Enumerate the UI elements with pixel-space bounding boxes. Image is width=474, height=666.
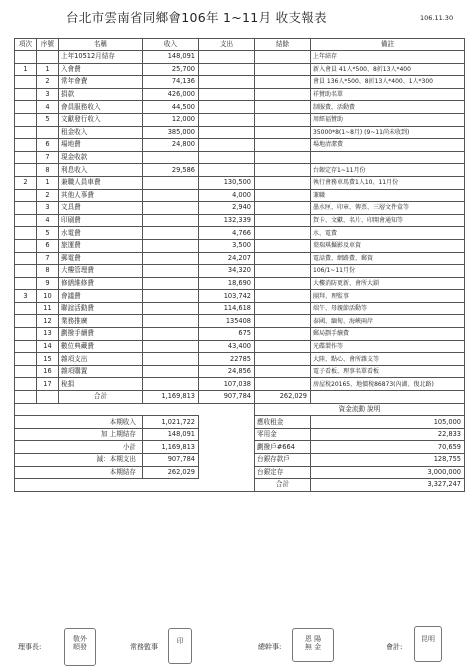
item-index	[15, 277, 37, 290]
fund-amount: 105,000	[311, 416, 465, 429]
grand-total-row	[15, 479, 465, 492]
summary-row	[15, 416, 465, 429]
table-row	[15, 88, 465, 101]
balance-value	[255, 113, 311, 126]
fund-item: 台銀定存	[255, 466, 311, 479]
item-name: 利息收入	[59, 164, 143, 177]
remark: 墨水匣、印章、傳票、三層文件盒等	[311, 202, 465, 215]
item-index	[15, 328, 37, 341]
summary-spacer	[199, 441, 255, 454]
table-row	[15, 113, 465, 126]
item-index	[15, 214, 37, 227]
serial-number: 7	[37, 252, 59, 265]
item-index	[15, 51, 37, 64]
summary-value: 148,091	[143, 428, 199, 441]
income-value	[143, 277, 199, 290]
expense-value: 22785	[199, 353, 255, 366]
table-row	[15, 227, 465, 240]
balance-value	[255, 365, 311, 378]
table-row	[15, 126, 465, 139]
fund-item: 台銀存款戶	[255, 454, 311, 467]
income-value: 426,000	[143, 88, 199, 101]
income-value	[143, 202, 199, 215]
summary-label: 加 上期結存	[15, 428, 143, 441]
table-row	[15, 353, 465, 366]
table-row	[15, 139, 465, 152]
item-index	[15, 76, 37, 89]
director-seal: 恩 陽 無 金	[292, 628, 334, 662]
supervisor-label: 常務監事	[130, 643, 158, 651]
fund-item: 劃撥戶#664	[255, 441, 311, 454]
remark: 新入會員 41人*500、8折13人*400	[311, 63, 465, 76]
remark: 上年結存	[311, 51, 465, 64]
serial-number: 3	[37, 202, 59, 215]
balance-value	[255, 88, 311, 101]
serial-number: 1	[37, 176, 59, 189]
report-title: 台北市雲南省同鄉會106年 1~11月 收支報表	[66, 10, 327, 25]
serial-number	[37, 51, 59, 64]
remark: 祥贊助名單	[311, 88, 465, 101]
income-value: 74,136	[143, 76, 199, 89]
item-name: 合計	[59, 391, 143, 404]
income-value	[143, 365, 199, 378]
item-index	[15, 353, 37, 366]
balance-value	[255, 101, 311, 114]
income-value: 385,000	[143, 126, 199, 139]
balance-value	[255, 51, 311, 64]
remark: 郵局劃手續費	[311, 328, 465, 341]
item-name: 數位典藏費	[59, 340, 143, 353]
table-row	[15, 202, 465, 215]
income-value	[143, 189, 199, 202]
fund-item: 零用金	[255, 428, 311, 441]
income-value	[143, 265, 199, 278]
serial-number: 1	[37, 63, 59, 76]
grand-total-value: 3,327,247	[311, 479, 465, 492]
item-index	[15, 239, 37, 252]
balance-value	[255, 353, 311, 366]
item-index	[15, 365, 37, 378]
table-row	[15, 340, 465, 353]
balance-value	[255, 151, 311, 164]
serial-number: 11	[37, 302, 59, 315]
fund-amount: 22,833	[311, 428, 465, 441]
table-row	[15, 239, 465, 252]
expense-value	[199, 101, 255, 114]
item-name: 印刷費	[59, 214, 143, 227]
expense-value	[199, 151, 255, 164]
summary-row	[15, 428, 465, 441]
item-index	[15, 265, 37, 278]
summary-header-row	[15, 403, 465, 416]
fund-amount: 128,755	[311, 454, 465, 467]
item-name: 捐款	[59, 88, 143, 101]
remark: 光碟製作等	[311, 340, 465, 353]
col-header: 收入	[143, 39, 199, 51]
table-row	[15, 328, 465, 341]
income-value	[143, 315, 199, 328]
income-value	[143, 290, 199, 303]
item-index	[15, 113, 37, 126]
item-name: 劃撥手續費	[59, 328, 143, 341]
income-value	[143, 252, 199, 265]
table-row	[15, 315, 465, 328]
income-value	[143, 302, 199, 315]
table-row	[15, 302, 465, 315]
expense-value	[199, 63, 255, 76]
item-index	[15, 139, 37, 152]
summary-label: 減：本期支出	[15, 454, 143, 467]
item-name: 大樓管理費	[59, 265, 143, 278]
serial-number: 5	[37, 113, 59, 126]
income-value	[143, 151, 199, 164]
expense-value: 24,207	[199, 252, 255, 265]
serial-number: 6	[37, 239, 59, 252]
balance-value	[255, 126, 311, 139]
balance-value	[255, 328, 311, 341]
expense-value: 34,320	[199, 265, 255, 278]
table-row	[15, 76, 465, 89]
serial-number: 6	[37, 139, 59, 152]
income-value: 148,091	[143, 51, 199, 64]
item-name: 水電費	[59, 227, 143, 240]
remark: 賀卡、文獻、名片、印開會通知等	[311, 214, 465, 227]
expense-value: 43,400	[199, 340, 255, 353]
remark: 大樓消防更新、會所大鎖	[311, 277, 465, 290]
summary-value: 262,029	[143, 466, 199, 479]
serial-number: 8	[37, 265, 59, 278]
table-row	[15, 252, 465, 265]
serial-number: 17	[37, 378, 59, 391]
balance-value	[255, 176, 311, 189]
expense-value: 103,742	[199, 290, 255, 303]
balance-value	[255, 290, 311, 303]
expense-value: 132,339	[199, 214, 255, 227]
summary-spacer	[199, 454, 255, 467]
item-name: 文獻發行收入	[59, 113, 143, 126]
col-header: 備註	[311, 39, 465, 51]
income-value	[143, 378, 199, 391]
item-name: 文具費	[59, 202, 143, 215]
summary-row	[15, 441, 465, 454]
table-row	[15, 164, 465, 177]
item-name: 場地費	[59, 139, 143, 152]
expense-value: 4,000	[199, 189, 255, 202]
remark: 端午、母親節活動等	[311, 302, 465, 315]
serial-number: 14	[37, 340, 59, 353]
table-row	[15, 63, 465, 76]
expense-value: 107,038	[199, 378, 255, 391]
table-row	[15, 101, 465, 114]
item-index	[15, 378, 37, 391]
item-name: 旅運費	[59, 239, 143, 252]
remark: 團拜、理監事	[311, 290, 465, 303]
serial-number	[37, 126, 59, 139]
income-value: 12,000	[143, 113, 199, 126]
income-value	[143, 227, 199, 240]
table-row	[15, 290, 465, 303]
income-value	[143, 328, 199, 341]
fund-amount: 3,000,000	[311, 466, 465, 479]
balance-value	[255, 227, 311, 240]
expense-value	[199, 164, 255, 177]
serial-number: 13	[37, 328, 59, 341]
balance-value: 262,029	[255, 391, 311, 404]
expense-value	[199, 139, 255, 152]
col-header: 項次	[15, 39, 37, 51]
income-value: 25,700	[143, 63, 199, 76]
remark: 台銀定存1~11月份	[311, 164, 465, 177]
balance-value	[255, 378, 311, 391]
summary-spacer	[199, 466, 255, 479]
item-index	[15, 340, 37, 353]
expense-value	[199, 88, 255, 101]
income-value	[143, 214, 199, 227]
summary-spacer	[199, 428, 255, 441]
item-name: 現金收款	[59, 151, 143, 164]
serial-number: 2	[37, 189, 59, 202]
table-row	[15, 189, 465, 202]
item-index	[15, 101, 37, 114]
serial-number: 9	[37, 277, 59, 290]
col-header: 支出	[199, 39, 255, 51]
remark: 大陸、點心、會所雜支等	[311, 353, 465, 366]
item-name: 雜項購置	[59, 365, 143, 378]
fund-amount: 70,659	[311, 441, 465, 454]
serial-number: 8	[37, 164, 59, 177]
expense-value: 114,618	[199, 302, 255, 315]
balance-value	[255, 76, 311, 89]
col-header: 結餘	[255, 39, 311, 51]
balance-value	[255, 139, 311, 152]
serial-number: 4	[37, 101, 59, 114]
expense-value: 4,766	[199, 227, 255, 240]
item-name: 雜項支出	[59, 353, 143, 366]
income-value: 44,500	[143, 101, 199, 114]
item-name: 稅捐	[59, 378, 143, 391]
item-index: 3	[15, 290, 37, 303]
balance-value	[255, 315, 311, 328]
item-name: 常年會費	[59, 76, 143, 89]
grand-total-label: 合計	[255, 479, 311, 492]
summary-label: 本期結存	[15, 466, 143, 479]
item-name: 上年10512月結存	[59, 51, 143, 64]
income-value	[143, 239, 199, 252]
col-header: 名稱	[59, 39, 143, 51]
balance-value	[255, 214, 311, 227]
item-name: 聯誼活動費	[59, 302, 143, 315]
chairman-label: 理事長:	[18, 643, 42, 651]
summary-row	[15, 454, 465, 467]
income-value	[143, 340, 199, 353]
expense-value: 675	[199, 328, 255, 341]
remark: 場地清潔費	[311, 139, 465, 152]
accountant-seal: 昆明	[414, 626, 442, 662]
item-name: 業務推廣	[59, 315, 143, 328]
summary-value: 1,021,722	[143, 416, 199, 429]
balance-value	[255, 265, 311, 278]
table-header-row	[15, 39, 465, 51]
item-index: 2	[15, 176, 37, 189]
remark: 執行會務車馬費1人10、11月份	[311, 176, 465, 189]
accountant-label: 會計:	[386, 643, 403, 651]
remark: 會員 136人*500、8折13人*400、1人*300	[311, 76, 465, 89]
summary-label: 本期收入	[15, 416, 143, 429]
income-value: 29,586	[143, 164, 199, 177]
remark	[311, 151, 465, 164]
income-value: 1,169,813	[143, 391, 199, 404]
expense-value: 130,500	[199, 176, 255, 189]
serial-number: 16	[37, 365, 59, 378]
summary-header: 資金流動 說明	[255, 403, 465, 416]
item-name: 修繕維修費	[59, 277, 143, 290]
serial-number: 15	[37, 353, 59, 366]
item-name: 入會費	[59, 63, 143, 76]
item-index	[15, 164, 37, 177]
expense-value: 907,784	[199, 391, 255, 404]
summary-value: 1,169,813	[143, 441, 199, 454]
balance-value	[255, 239, 311, 252]
remark: 35000*8(1~8月) (9~11尚未收到)	[311, 126, 465, 139]
summary-spacer	[199, 416, 255, 429]
table-row	[15, 214, 465, 227]
remark	[311, 391, 465, 404]
summary-value: 907,784	[143, 454, 199, 467]
balance-value	[255, 252, 311, 265]
item-index	[15, 88, 37, 101]
income-value: 24,800	[143, 139, 199, 152]
summary-label: 小計	[15, 441, 143, 454]
remark: 電子看板、理事名單看板	[311, 365, 465, 378]
expense-value	[199, 113, 255, 126]
item-index	[15, 202, 37, 215]
balance-value	[255, 202, 311, 215]
expense-value: 2,940	[199, 202, 255, 215]
expense-value: 135408	[199, 315, 255, 328]
fund-item: 應收租金	[255, 416, 311, 429]
expense-value	[199, 76, 255, 89]
balance-value	[255, 164, 311, 177]
balance-value	[255, 277, 311, 290]
chairman-seal: 敬外 順發	[64, 628, 96, 666]
balance-value	[255, 302, 311, 315]
remark: 兼職	[311, 189, 465, 202]
serial-number: 4	[37, 214, 59, 227]
table-row	[15, 277, 465, 290]
item-name: 會議費	[59, 290, 143, 303]
item-index	[15, 302, 37, 315]
expense-value: 24,856	[199, 365, 255, 378]
income-value	[143, 353, 199, 366]
remark: 水、電費	[311, 227, 465, 240]
remark: 葉瑞琪攝影及車資	[311, 239, 465, 252]
serial-number: 10	[37, 290, 59, 303]
report-date: 106.11.30	[420, 14, 454, 22]
table-row	[15, 365, 465, 378]
table-row	[15, 265, 465, 278]
item-index	[15, 126, 37, 139]
remark: 106/1~11月份	[311, 265, 465, 278]
remark: 房屋稅20165、地價稅86873(內湖、復北路)	[311, 378, 465, 391]
serial-number: 3	[37, 88, 59, 101]
table-row	[15, 51, 465, 64]
item-index	[15, 189, 37, 202]
table-row	[15, 391, 465, 404]
table-row	[15, 151, 465, 164]
finance-table	[14, 38, 465, 492]
serial-number: 2	[37, 76, 59, 89]
expense-value: 3,500	[199, 239, 255, 252]
item-name: 租金收入	[59, 126, 143, 139]
balance-value	[255, 340, 311, 353]
item-name: 郵電費	[59, 252, 143, 265]
income-value	[143, 176, 199, 189]
balance-value	[255, 63, 311, 76]
item-name: 兼職人員車費	[59, 176, 143, 189]
item-name: 其他人事費	[59, 189, 143, 202]
summary-row	[15, 466, 465, 479]
serial-number: 7	[37, 151, 59, 164]
table-row	[15, 176, 465, 189]
item-index	[15, 252, 37, 265]
expense-value: 18,690	[199, 277, 255, 290]
item-index	[15, 151, 37, 164]
col-header: 序號	[37, 39, 59, 51]
remark: 電話費、網路費、郵資	[311, 252, 465, 265]
item-index	[15, 315, 37, 328]
remark: 泰國、緬甸、海峽兩岸	[311, 315, 465, 328]
item-name: 會員服務收入	[59, 101, 143, 114]
serial-number	[37, 391, 59, 404]
expense-value	[199, 51, 255, 64]
table-row	[15, 378, 465, 391]
item-index: 1	[15, 63, 37, 76]
supervisor-seal: 印	[168, 628, 192, 664]
serial-number: 5	[37, 227, 59, 240]
expense-value	[199, 126, 255, 139]
balance-value	[255, 189, 311, 202]
remark: 制服費，活動費	[311, 101, 465, 114]
serial-number: 12	[37, 315, 59, 328]
remark: 周經福贊助	[311, 113, 465, 126]
director-label: 總幹事:	[258, 643, 282, 651]
item-index	[15, 227, 37, 240]
item-index	[15, 391, 37, 404]
